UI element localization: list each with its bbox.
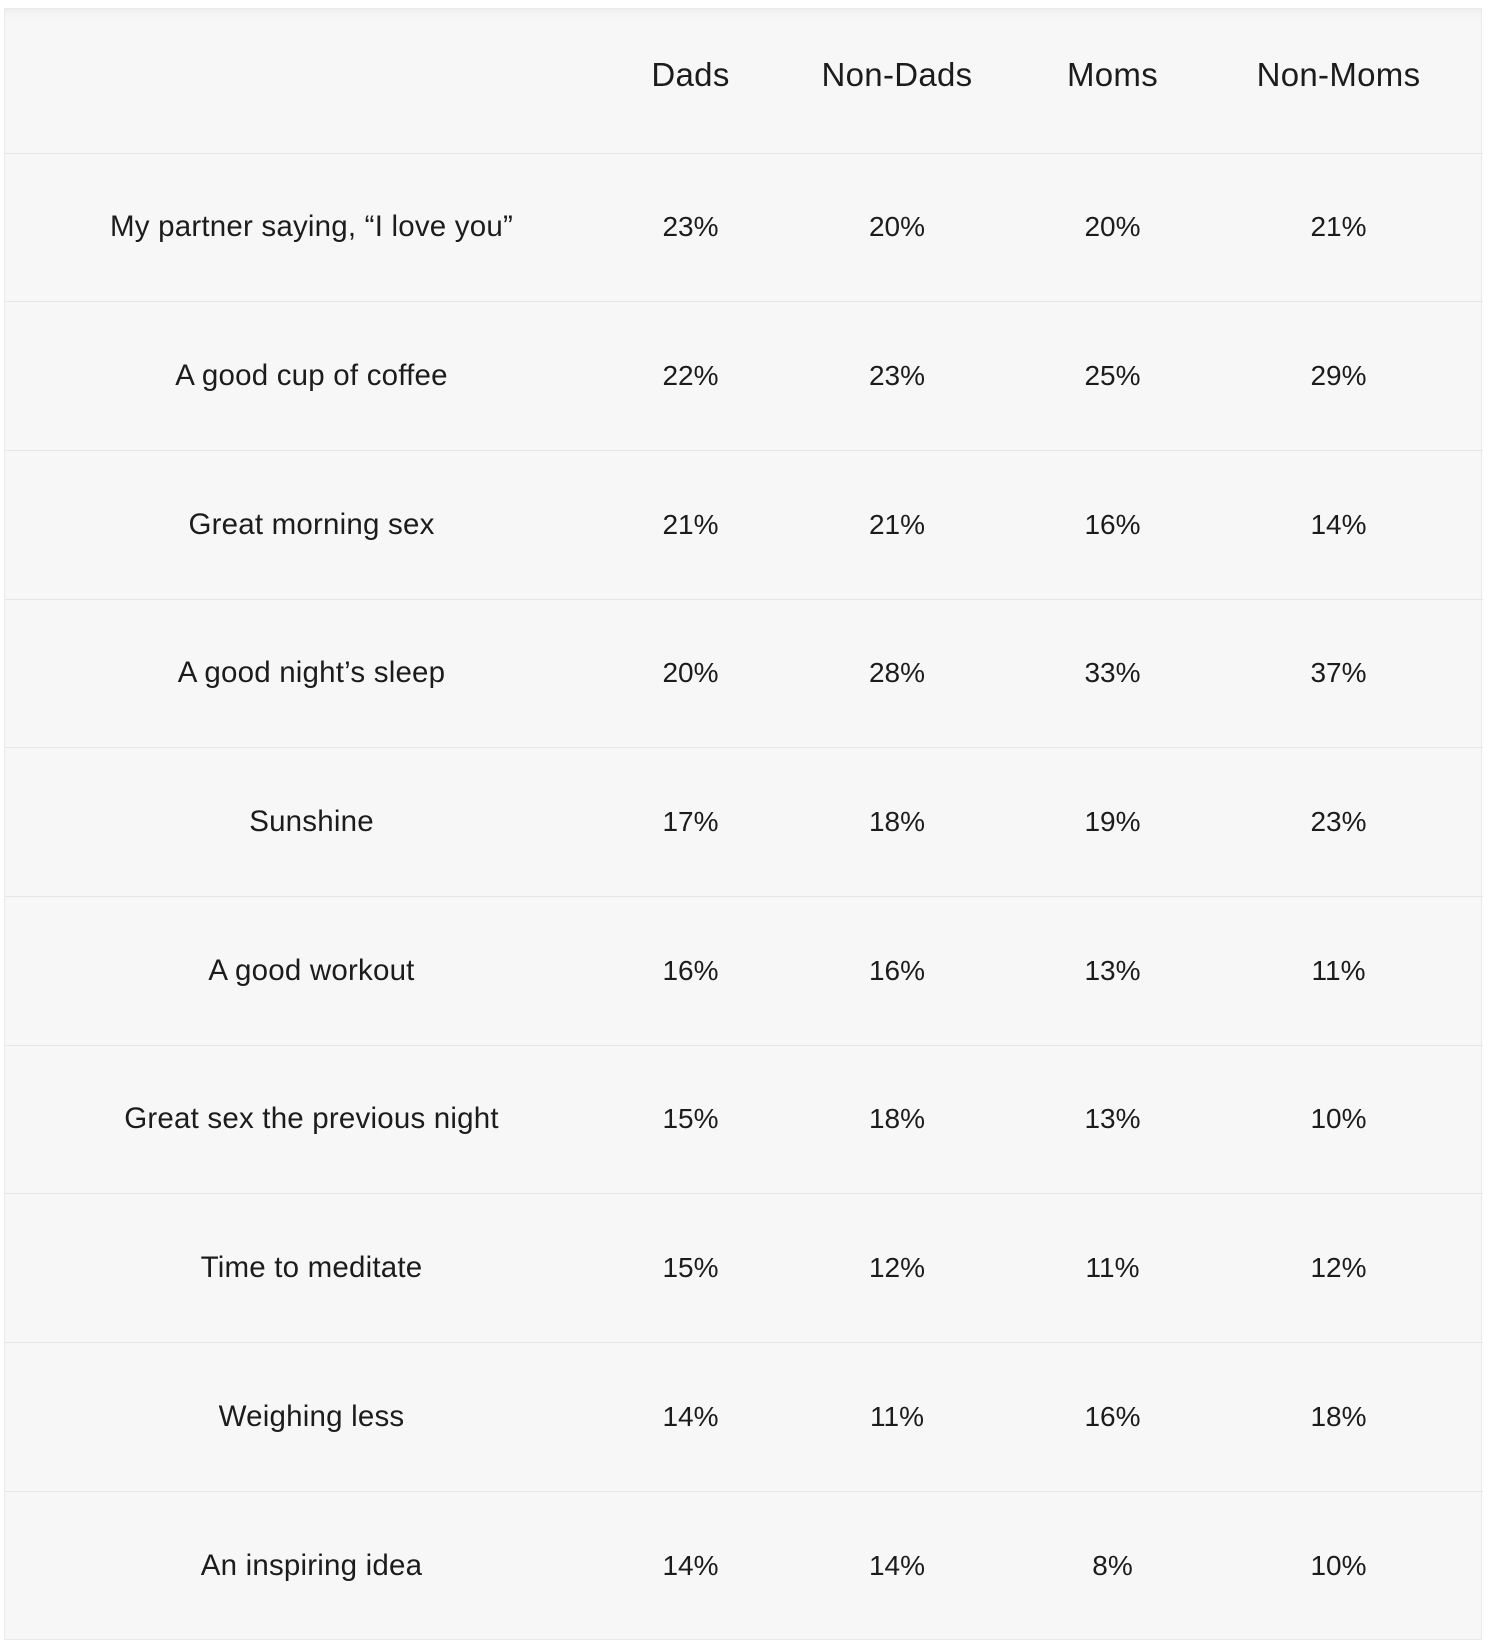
cell-non-moms: 18% xyxy=(1194,1343,1483,1492)
cell-dads: 21% xyxy=(618,450,763,599)
row-label: A good night’s sleep xyxy=(5,599,618,748)
cell-non-moms: 21% xyxy=(1194,153,1483,302)
cell-non-dads: 20% xyxy=(763,153,1031,302)
table-row xyxy=(5,1045,1483,1194)
cell-dads: 15% xyxy=(618,1194,763,1343)
cell-non-dads: 12% xyxy=(763,1194,1031,1343)
table-row xyxy=(5,599,1483,748)
row-label: Weighing less xyxy=(5,1343,618,1492)
cell-non-dads: 16% xyxy=(763,896,1031,1045)
row-label: An inspiring idea xyxy=(200,1548,423,1582)
survey-table xyxy=(5,9,1483,1640)
cell-non-dads: 23% xyxy=(763,302,1031,451)
row-label: Time to meditate xyxy=(5,1194,618,1343)
table-row xyxy=(5,896,1483,1045)
cell-non-moms: 12% xyxy=(1194,1194,1483,1343)
survey-table-container xyxy=(4,8,1482,1640)
header-empty-cell xyxy=(5,9,618,153)
cell-moms: 13% xyxy=(1031,896,1194,1045)
row-label: Great morning sex xyxy=(5,450,618,599)
cell-moms: 8% xyxy=(1092,1549,1133,1581)
cell-non-moms: 23% xyxy=(1194,748,1483,897)
table-row xyxy=(5,153,1483,302)
cell-moms: 16% xyxy=(1031,450,1194,599)
table-row xyxy=(5,1343,1483,1492)
row-label: A good workout xyxy=(5,896,618,1045)
table-body xyxy=(5,153,1483,1640)
cell-moms: 13% xyxy=(1031,1045,1194,1194)
row-label: Sunshine xyxy=(5,748,618,897)
cell-dads: 17% xyxy=(618,748,763,897)
row-label: Great sex the previous night xyxy=(5,1045,618,1194)
table-header-row xyxy=(5,9,1483,153)
cell-non-dads: 18% xyxy=(763,1045,1031,1194)
table-row xyxy=(5,450,1483,599)
cell-dads: 14% xyxy=(662,1549,719,1581)
row-label: A good cup of coffee xyxy=(5,302,618,451)
cell-dads: 16% xyxy=(618,896,763,1045)
cell-dads: 22% xyxy=(618,302,763,451)
cell-non-dads: 21% xyxy=(763,450,1031,599)
cell-non-moms: 29% xyxy=(1194,302,1483,451)
header-dads: Dads xyxy=(618,9,763,153)
table-row xyxy=(5,748,1483,897)
cell-non-dads: 28% xyxy=(763,599,1031,748)
cell-dads: 15% xyxy=(618,1045,763,1194)
header-non-moms: Non-Moms xyxy=(1194,9,1483,153)
cell-moms: 19% xyxy=(1031,748,1194,897)
cell-non-moms: 37% xyxy=(1194,599,1483,748)
table-row xyxy=(5,1491,1483,1640)
cell-moms: 11% xyxy=(1031,1194,1194,1343)
cell-moms: 16% xyxy=(1031,1343,1194,1492)
cell-non-moms: 11% xyxy=(1194,896,1483,1045)
header-non-dads: Non-Dads xyxy=(763,9,1031,153)
cell-non-moms: 10% xyxy=(1310,1549,1367,1581)
cell-non-moms: 14% xyxy=(1194,450,1483,599)
header-moms: Moms xyxy=(1031,9,1194,153)
cell-non-dads: 18% xyxy=(763,748,1031,897)
cell-moms: 20% xyxy=(1031,153,1194,302)
table-row xyxy=(5,1194,1483,1343)
cell-non-dads: 11% xyxy=(763,1343,1031,1492)
cell-non-dads: 14% xyxy=(868,1549,926,1581)
cell-dads: 23% xyxy=(618,153,763,302)
cell-dads: 14% xyxy=(618,1343,763,1492)
cell-non-moms: 10% xyxy=(1194,1045,1483,1194)
cell-moms: 25% xyxy=(1031,302,1194,451)
cell-moms: 33% xyxy=(1031,599,1194,748)
table-row xyxy=(5,302,1483,451)
row-label: My partner saying, “I love you” xyxy=(5,153,618,302)
cell-dads: 20% xyxy=(618,599,763,748)
